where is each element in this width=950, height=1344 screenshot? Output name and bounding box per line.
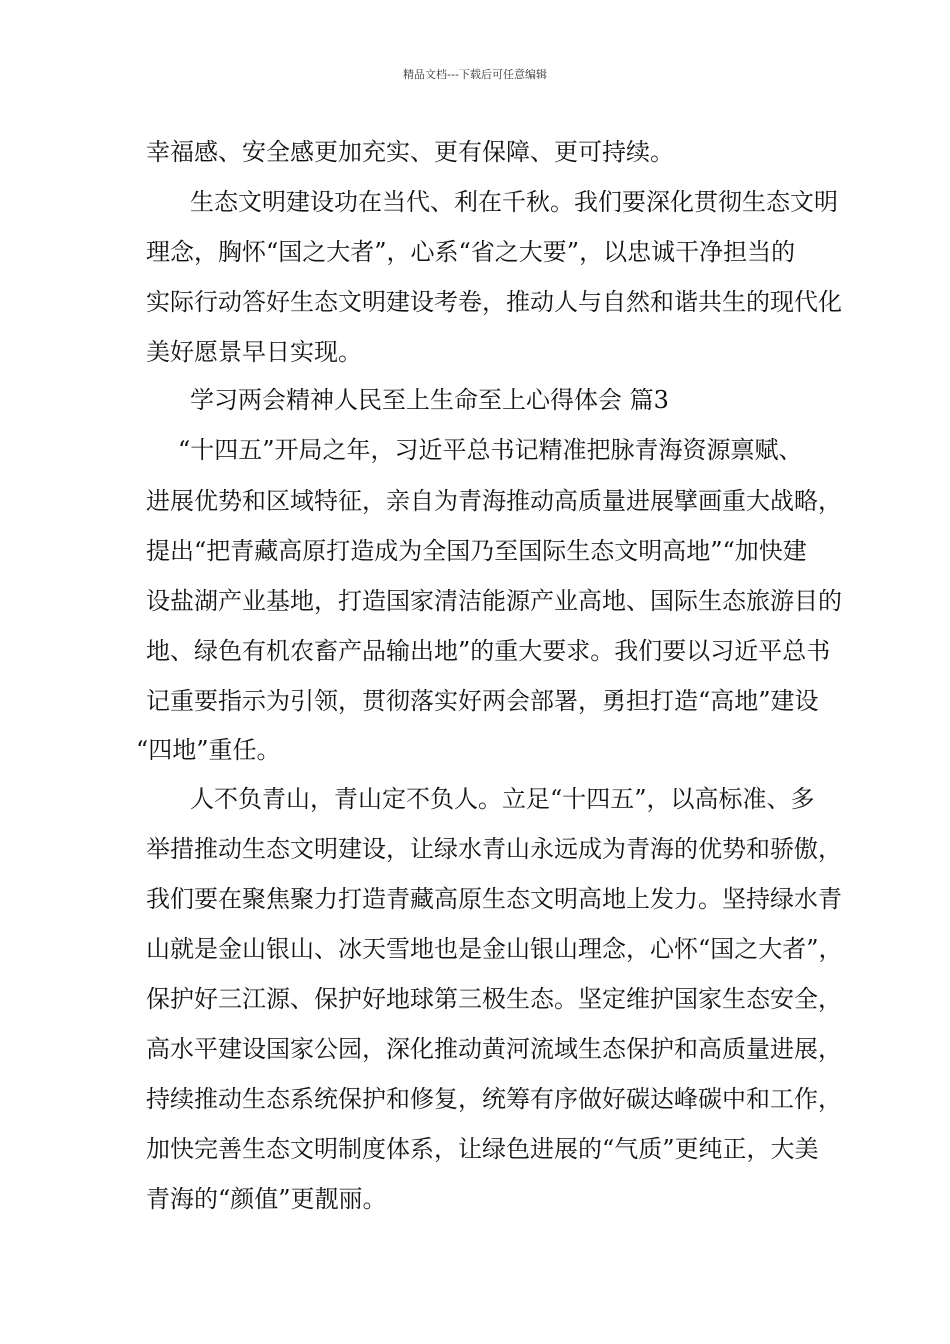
- body-line: 举措推动生态文明建设，让绿水青山永远成为青海的优势和骄傲，: [146, 835, 842, 863]
- body-line: 理念，胸怀“国之大者”，心系“省之大要”，以忠诚干净担当的: [146, 238, 796, 266]
- body-line: 地、绿色有机农畜产品输出地”的重大要求。我们要以习近平总书: [146, 637, 831, 665]
- body-line: 人不负青山，青山定不负人。立足“十四五”，以高标准、多: [190, 785, 815, 813]
- body-line: 保护好三江源、保护好地球第三极生态。坚定维护国家生态安全，: [146, 985, 842, 1013]
- body-line: 持续推动生态系统保护和修复，统筹有序做好碳达峰碳中和工作，: [146, 1085, 842, 1113]
- body-line: 美好愿景早日实现。: [146, 338, 362, 366]
- body-line: 生态文明建设功在当代、利在千秋。我们要深化贯彻生态文明: [190, 188, 838, 216]
- body-line: 幸福感、安全感更加充实、更有保障、更可持续。: [146, 138, 674, 166]
- page-header: 精品文档---下载后可任意编辑: [403, 68, 547, 81]
- section-heading: 学习两会精神人民至上生命至上心得体会 篇3: [190, 386, 669, 414]
- body-line: 高水平建设国家公园，深化推动黄河流域生态保护和高质量进展，: [146, 1035, 842, 1063]
- body-line: 设盐湖产业基地，打造国家清洁能源产业高地、国际生态旅游目的: [146, 587, 842, 615]
- body-line: 山就是金山银山、冰天雪地也是金山银山理念，心怀“国之大者”，: [146, 935, 843, 963]
- body-line: 提出“把青藏高原打造成为全国乃至国际生态文明高地”“加快建: [146, 537, 807, 565]
- body-line: 实际行动答好生态文明建设考卷，推动人与自然和谐共生的现代化: [146, 288, 842, 316]
- body-line: 加快完善生态文明制度体系，让绿色进展的“气质”更纯正，大美: [146, 1135, 819, 1163]
- body-line: “十四五”开局之年，习近平总书记精准把脉青海资源禀赋、: [178, 436, 803, 464]
- body-line: “四地”重任。: [136, 736, 281, 764]
- body-line: 记重要指示为引领，贯彻落实好两会部署，勇担打造“高地”建设: [146, 687, 819, 715]
- body-line: 进展优势和区域特征，亲自为青海推动高质量进展擘画重大战略，: [146, 487, 842, 515]
- body-line: 我们要在聚焦聚力打造青藏高原生态文明高地上发力。坚持绿水青: [146, 885, 842, 913]
- body-line: 青海的“颜值”更靓丽。: [146, 1185, 387, 1213]
